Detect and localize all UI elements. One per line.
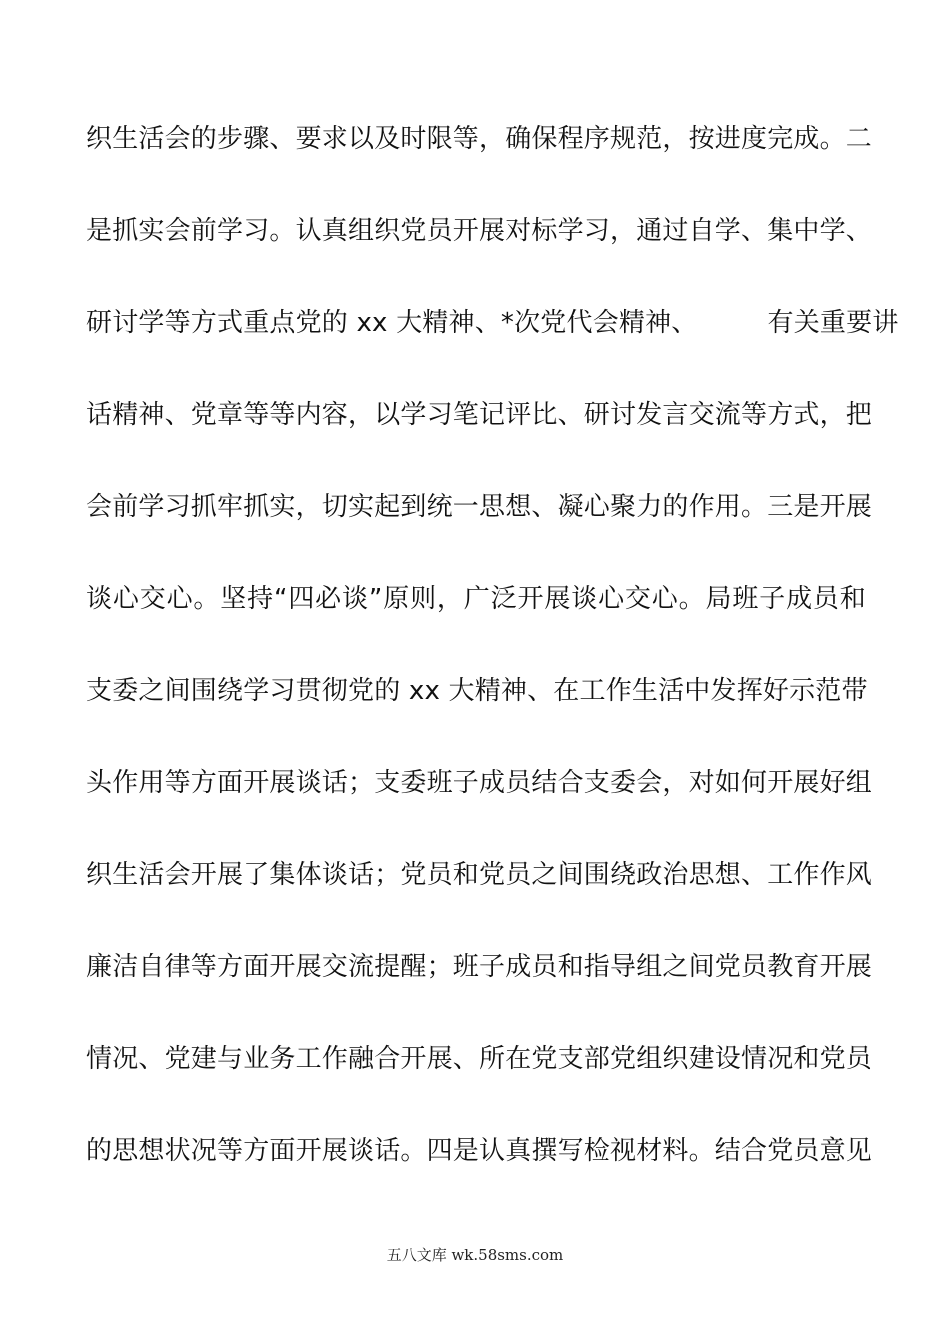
paragraph-line-5: 会前学习抓牢抓实，切实起到统一思想、凝心聚力的作用。三是开展 xyxy=(86,492,873,522)
paragraph-line-8: 头作用等方面开展谈话；支委班子成员结合支委会，对如何开展好组 xyxy=(86,768,873,798)
paragraph-line-6: 谈心交心。坚持“四必谈”原则，广泛开展谈心交心。局班子成员和 xyxy=(86,584,866,614)
document-body xyxy=(86,116,899,1220)
paragraph-line-10: 廉洁自律等方面开展交流提醒；班子成员和指导组之间党员教育开展 xyxy=(86,952,873,982)
paragraph-line-12: 的思想状况等方面开展谈话。四是认真撰写检视材料。结合党员意见 xyxy=(86,1136,873,1166)
paragraph-line-3-part-2: 有关重要讲 xyxy=(767,308,899,338)
paragraph-line-1: 织生活会的步骤、要求以及时限等，确保程序规范，按进度完成。二 xyxy=(86,124,873,154)
paragraph-line-9: 织生活会开展了集体谈话；党员和党员之间围绕政治思想、工作作风 xyxy=(86,860,873,890)
paragraph-line-2: 是抓实会前学习。认真组织党员开展对标学习，通过自学、集中学、 xyxy=(86,216,873,246)
paragraph-line-3 xyxy=(86,300,899,392)
paragraph-line-11: 情况、党建与业务工作融合开展、所在党支部党组织建设情况和党员 xyxy=(86,1044,873,1074)
footer-watermark: 五八文库 wk.58sms.com xyxy=(386,1246,564,1264)
paragraph-line-7: 支委之间围绕学习贯彻党的 xx 大精神、在工作生活中发挥好示范带 xyxy=(86,676,868,706)
paragraph-line-3-part-1: 研讨学等方式重点党的 xx 大精神、*次党代会精神、 xyxy=(86,308,698,338)
paragraph-line-4: 话精神、党章等等内容，以学习笔记评比、研讨发言交流等方式，把 xyxy=(86,400,873,430)
